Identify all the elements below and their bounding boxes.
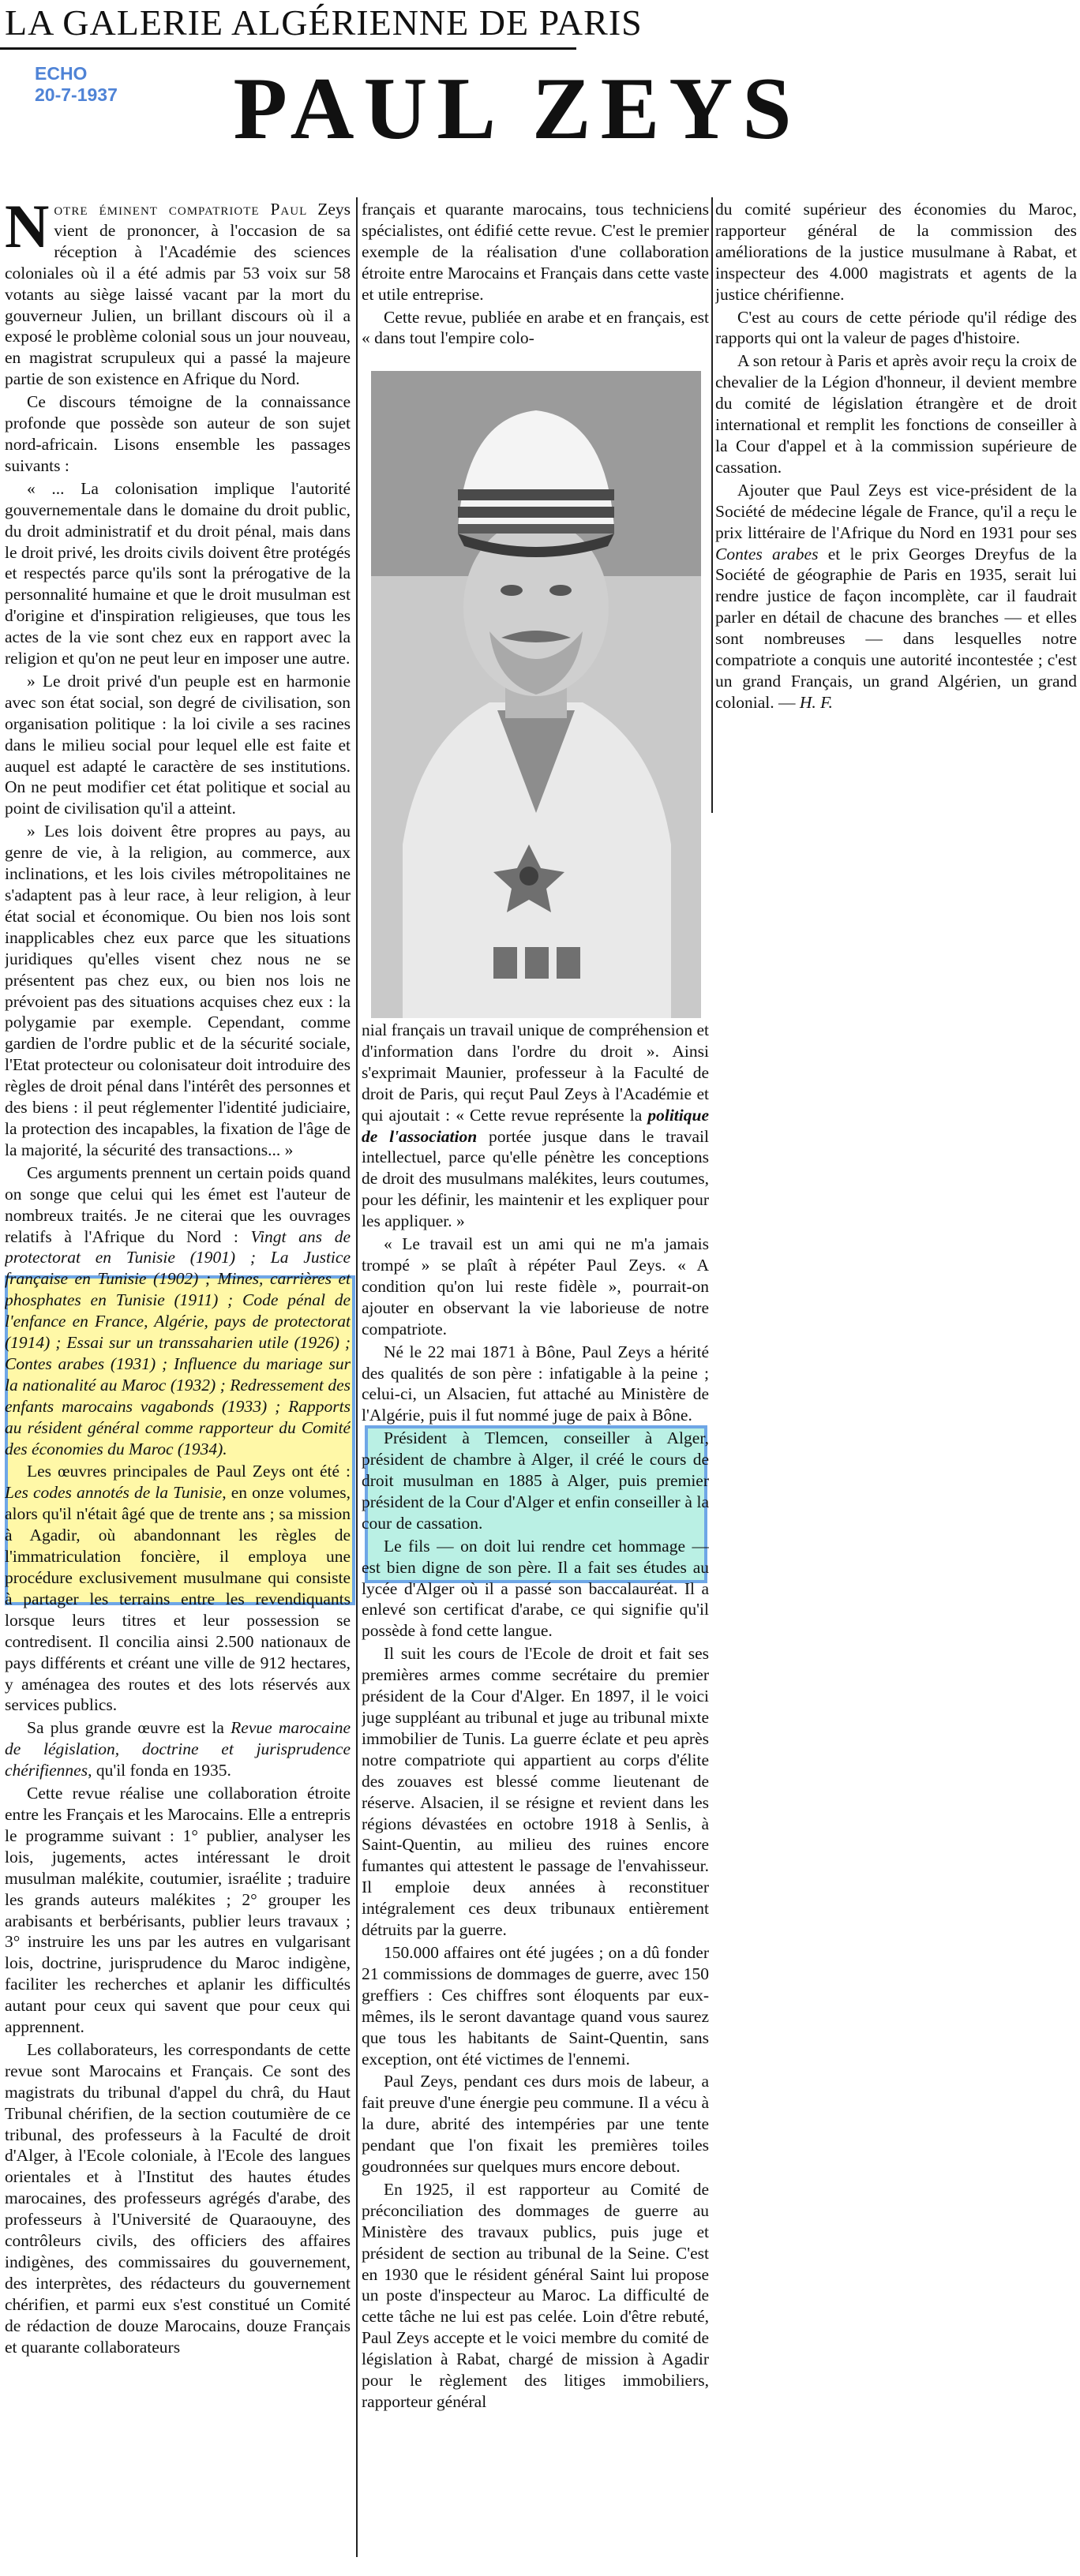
maunier-rest: portée jusque dans le travail intellectuel, parce qu'elle pénètre les conceptions de droit des musulmans malékites, leurs coutumes, pour les définir, les maintenir et les expliquer pour les appliquer. » bbox=[362, 1126, 709, 1231]
paragraph: du comité supérieur des économies du Maroc, rapporteur général de la commission des améliorations de la justice musulmane à Rabat, et inspecteur des 4.000 magistrats et agents de la justice chérifienne. bbox=[715, 200, 1077, 304]
contes-title: Contes arabes bbox=[715, 544, 819, 564]
column-2-top bbox=[362, 199, 709, 350]
works-lead: Ces arguments prennent un certain poids quand on songe que celui qui les émet est l'auteur de nombreux traités. Je ne citerai que les ouvrages relatifs à l'Afrique du Nord : bbox=[5, 1163, 351, 1246]
series-rule bbox=[0, 47, 576, 50]
works-paragraph bbox=[5, 1163, 351, 1460]
association-phrase: politique de l'association bbox=[362, 1105, 709, 1146]
paragraph: En 1925, il est rapporteur au Comité de préconciliation des dommages de guerre au Ministère des travaux publics, puis juge et président de section au tribunal de la Seine. C'est en 1930 que le résident général Saint lui propose un poste d'inspecteur au Maroc. La difficulté de cette tâche ne lui est pas celée. Loin d'être rebuté, Paul Zeys accepte et le voici membre du comité de législation à Rabat, chargé de mission à Agadir pour le règlement des litiges immobiliers, rapporteur général bbox=[362, 2179, 709, 2411]
paragraph: 150.000 affaires ont été jugées ; on a dû fonder 21 commissions de dommages de guerre, avec 150 greffiers : Ces chiffres sont éloquents par eux-mêmes, ils le seront davantage quand vous saurez que tous les habitants de Saint-Quentin, sans exception, ont été victimes de l'ennemi. bbox=[362, 1942, 709, 2069]
column-rule-2 bbox=[711, 197, 713, 813]
maunier-paragraph bbox=[362, 1020, 709, 1232]
paragraph: Cette revue, publiée en arabe et en français, est « dans tout l'empire colo- bbox=[362, 307, 709, 348]
signature: H. F. bbox=[799, 692, 833, 712]
works-list: Vingt ans de protectorat en Tunisie (1901) ; La Justice française en Tunisie (1902) ; Mines, carrières et phosphates en Tunisie (1911) ; Code pénal de l'enfance en France, Algérie, pays de protectorat (1914) ; Essai sur un transsaharien utile (1926) ; Contes arabes (1931) ; Influence du mariage sur la nationalité au Maroc (1932) ; Redressement des enfants marocains vagabonds (1933) ; Rapports au résident général comme rapporteur du Comité des économies du Maroc (1934). bbox=[5, 1226, 351, 1458]
revue-lead: Sa plus grande œuvre est la bbox=[27, 1718, 224, 1738]
headline: PAUL ZEYS bbox=[233, 60, 801, 158]
paragraph: Il suit les cours de l'Ecole de droit et fait ses premières armes comme secrétaire du premier président de la Cour d'Alger. En 1897, il le voici juge suppléant au tribunal et juge au tribunal mixte immobilier de Tunis. La guerre éclate et peu après notre compatriote qui appartient au corps d'élite des zouaves est blessé comme lieutenant de réserve. Alsacien, il se résigne et revient dans les régions dévastées en octobre 1918 à Senlis, à Saint-Quentin, au milieu des ruines encore fumantes qui attestent le passage de l'envahisseur. Il emploie deux années à reconstituer intégralement ces deux tribunaux entièrement détruits par la guerre. bbox=[362, 1644, 709, 1940]
column-2-bottom bbox=[362, 1020, 709, 2559]
lead-text: otre éminent compatriote Paul bbox=[54, 200, 308, 219]
revue-rest: , qu'il fonda en 1935. bbox=[88, 1761, 231, 1780]
paragraph: Ce discours témoigne de la connaissance profonde que possède son auteur de son sujet nord-africain. Lisons ensemble les passages suivants : bbox=[5, 392, 351, 475]
closing-lead: Ajouter que Paul Zeys est vice-président de la Société de médecine légale de France, qu'il a reçu le prix littéraire de l'Afrique du Nord en 1931 pour ses bbox=[715, 480, 1077, 542]
main-works-rest: , en onze volumes, alors qu'il n'était âgé que de trente ans ; sa mission à Agadir, où abandonnant les règles de l'immatriculation foncière, il employa une procédure exclusivement musulmane qui consiste à partager les terrains entre les revendiquants lorsque leurs titres et leur possession se contredisent. Il concilia ainsi 2.500 nationaux de pays différents et créant une ville de 912 hectares, y aménagea des routes et des lots réservés aux services publics. bbox=[5, 1483, 351, 1715]
revue-paragraph bbox=[5, 1717, 351, 1781]
opening-paragraph bbox=[5, 199, 351, 390]
quote-paragraph: » Le droit privé d'un peuple est en harmonie avec son état social, son degré de civilisation, son organisation politique : la loi civile a ses racines dans le milieu social pour lequel elle est faite et auquel est adapté le caractère de ses institutions. On ne peut modifier cet état politique et social au point de civilisation qu'il a atteint. bbox=[5, 671, 351, 818]
drop-cap: N bbox=[5, 199, 50, 260]
paragraph: Cette revue réalise une collaboration étroite entre les Français et les Marocains. Elle a entrepris le programme suivant : 1° publier, analyser les lois, jugements, actes intéressant le droit musulman malékite, coutumier, israélite ; traduire les grands auteurs malékites ; 2° grouper les arabisants et berbérisants, publier leurs travaux ; 3° instruire les uns par les autres en vulgarisant lois, doctrine, jurisprudence du Maroc indigène, faciliter les recherches et aplanir les difficultés autant pour ceux qui savent que pour ceux qui apprennent. bbox=[5, 1784, 351, 2037]
maunier-text: nial français un travail unique de compréhension et d'information dans l'ordre du droit ». Ainsi s'exprimait Maunier, professeur à la Faculté de droit de Paris, qui reçut Paul Zeys à l'Académie et qui ajoutait : « Cette revue représente la bbox=[362, 1020, 709, 1125]
birth-paragraph: Né le 22 mai 1871 à Bône, Paul Zeys a hérité des qualités de son père : infatigable à la peine ; celui-ci, un Alsacien, fut attaché au Ministère de l'Algérie, puis il fut nommé juge de paix à Bône. bbox=[362, 1342, 709, 1425]
source-date: 20-7-1937 bbox=[35, 84, 118, 105]
revue-title: Revue marocaine de législation, doctrine et jurisprudence chérifiennes bbox=[5, 1718, 351, 1780]
paragraph: français et quarante marocains, tous techniciens spécialistes, ont édifié cette revue. C'est le premier exemple de la réalisation d'une collaboration étroite entre Marocains et Français dans cette vaste et utile entreprise. bbox=[362, 200, 709, 304]
paragraph-text: Zeys vient de prononcer, à l'occasion de sa réception à l'Académie des sciences coloniales où il a été admis par 53 voix sur 58 votants au siège laissé vacant par la mort du gouverneur Julien, un brillant discours où il a exposé le problème colonial sous un jour nouveau, en magistrat scrupuleux qui a passé la majeure partie de son existence en Afrique du Nord. bbox=[5, 200, 351, 389]
main-works-title: Les codes annotés de la Tunisie bbox=[5, 1483, 223, 1503]
main-works-lead: Les œuvres principales de Paul Zeys ont été : bbox=[27, 1462, 351, 1481]
source-stamp bbox=[35, 63, 169, 106]
article-column-3 bbox=[715, 199, 1077, 799]
paragraph: Paul Zeys, pendant ces durs mois de labeur, a fait preuve d'une énergie peu commune. Il a vécu à la dure, abrité des intempéries par une tente pendant que l'on fixait les premières toiles goudronnées sur quelques murs encore debout. bbox=[362, 2072, 709, 2177]
paragraph: Président à Tlemcen, conseiller à Alger, président de chambre à Alger, il créé le cours de droit musulman en 1885 à Alger, puis premier président de la Cour d'Alger et enfin conseiller à la cour de cassation. bbox=[362, 1428, 709, 1533]
main-works-paragraph bbox=[5, 1461, 351, 1716]
source-name: ECHO bbox=[35, 63, 88, 84]
paragraph: C'est au cours de cette période qu'il rédige des rapports qui ont la valeur de pages d'histoire. bbox=[715, 307, 1077, 348]
portrait-illustration bbox=[371, 371, 701, 1018]
paragraph: Les collaborateurs, les correspondants de cette revue sont Marocains et Français. Ce sont des magistrats du tribunal d'appel du chrâ, du Haut Tribunal chérifien, de la section coutumière de ce tribunal, des professeurs à la Faculté de droit d'Alger, à l'Ecole coloniale, à l'Ecole des langues orientales et à l'Institut des hautes études marocaines, des professeurs agrégés d'arabe, des professeurs à l'Université de Quaraouyne, des contrôleurs civils, des officiers des affaires indigènes, des commissaires du gouvernement, des interprètes, des rédacteurs du gouvernement chérifien, et parmi eux s'est constitué un Comité de rédaction de douze Marocains, douze Français et quarante collaborateurs bbox=[5, 2039, 351, 2357]
portrait-photo bbox=[371, 371, 701, 1018]
closing-paragraph bbox=[715, 480, 1077, 713]
quote-paragraph: » Les lois doivent être propres au pays, au genre de vie, à la religion, au commerce, aux inclinations, et les lois civiles métropolitaines ne s'adaptent pas à leur race, à leur religion, à leur état social et économique. Ou bien nos lois sont inapplicables chez eux parce que les situations juridiques qu'elles visent chez nous ne se présentent pas chez eux, ou bien nos lois ne prévoient pas des situations acquises chez eux : la polygamie par exemple. Cependant, comme gardien de l'ordre public et de la sécurité sociale, l'Etat protecteur ou colonisateur doit introduire des règles de droit pénal dans l'intérêt des personnes et des biens : il peut réglementer l'identité judiciaire, la protection des incapables, la fixation de l'âge de la majorité, la sécurité des transactions... » bbox=[5, 822, 351, 1159]
paragraph: « Le travail est un ami qui ne m'a jamais trompé » se plaît à répéter Paul Zeys. « A condition qu'on lui reste fidèle », pourrait-on ajouter en observant la vie laborieuse de notre compatriote. bbox=[362, 1234, 709, 1339]
article-column-1 bbox=[5, 199, 351, 2527]
column-rule-1 bbox=[356, 197, 358, 2557]
paragraph: A son retour à Paris et après avoir reçu la croix de chevalier de la Légion d'honneur, il devient membre du comité de législation étrangère et de droit international et remplit les fonctions de conseiller à la Cour d'appel et à la commission supérieure de cassation. bbox=[715, 351, 1077, 477]
series-title-text: LA GALERIE ALGÉRIENNE DE PARIS bbox=[5, 2, 643, 43]
closing-rest: et le prix Georges Dreyfus de la Société de géographie de Paris en 1935, serait lui rendre justice de façon incomplète, car il faudrait parler en détail de chacune des branches — et elles sont nombreuses — dans lesquelles notre compatriote a conquis une autorité incontestée ; c'est un grand Français, un grand Algérien, un grand colonial. — bbox=[715, 544, 1077, 712]
paragraph: Le fils — on doit lui rendre cet hommage — est bien digne de son père. Il a fait ses études au lycée d'Alger où il a passé son baccalauréat. Il a enlevé son certificat d'arabe, ce qui signifie qu'il possède à fond cette langue. bbox=[362, 1536, 709, 1641]
quote-paragraph: « ... La colonisation implique l'autorité gouvernementale dans le domaine du droit public, du droit administratif et du droit pénal, mais dans le droit privé, les droits civils doivent être protégés et respectés parce qu'ils sont la prérogative de la personnalité humaine et que le droit musulman est d'origine et d'inspiration religieuses, que tous les actes de la vie sont chez eux en rapport avec la religion et qu'on ne peut leur en imposer une autre. bbox=[5, 478, 351, 668]
